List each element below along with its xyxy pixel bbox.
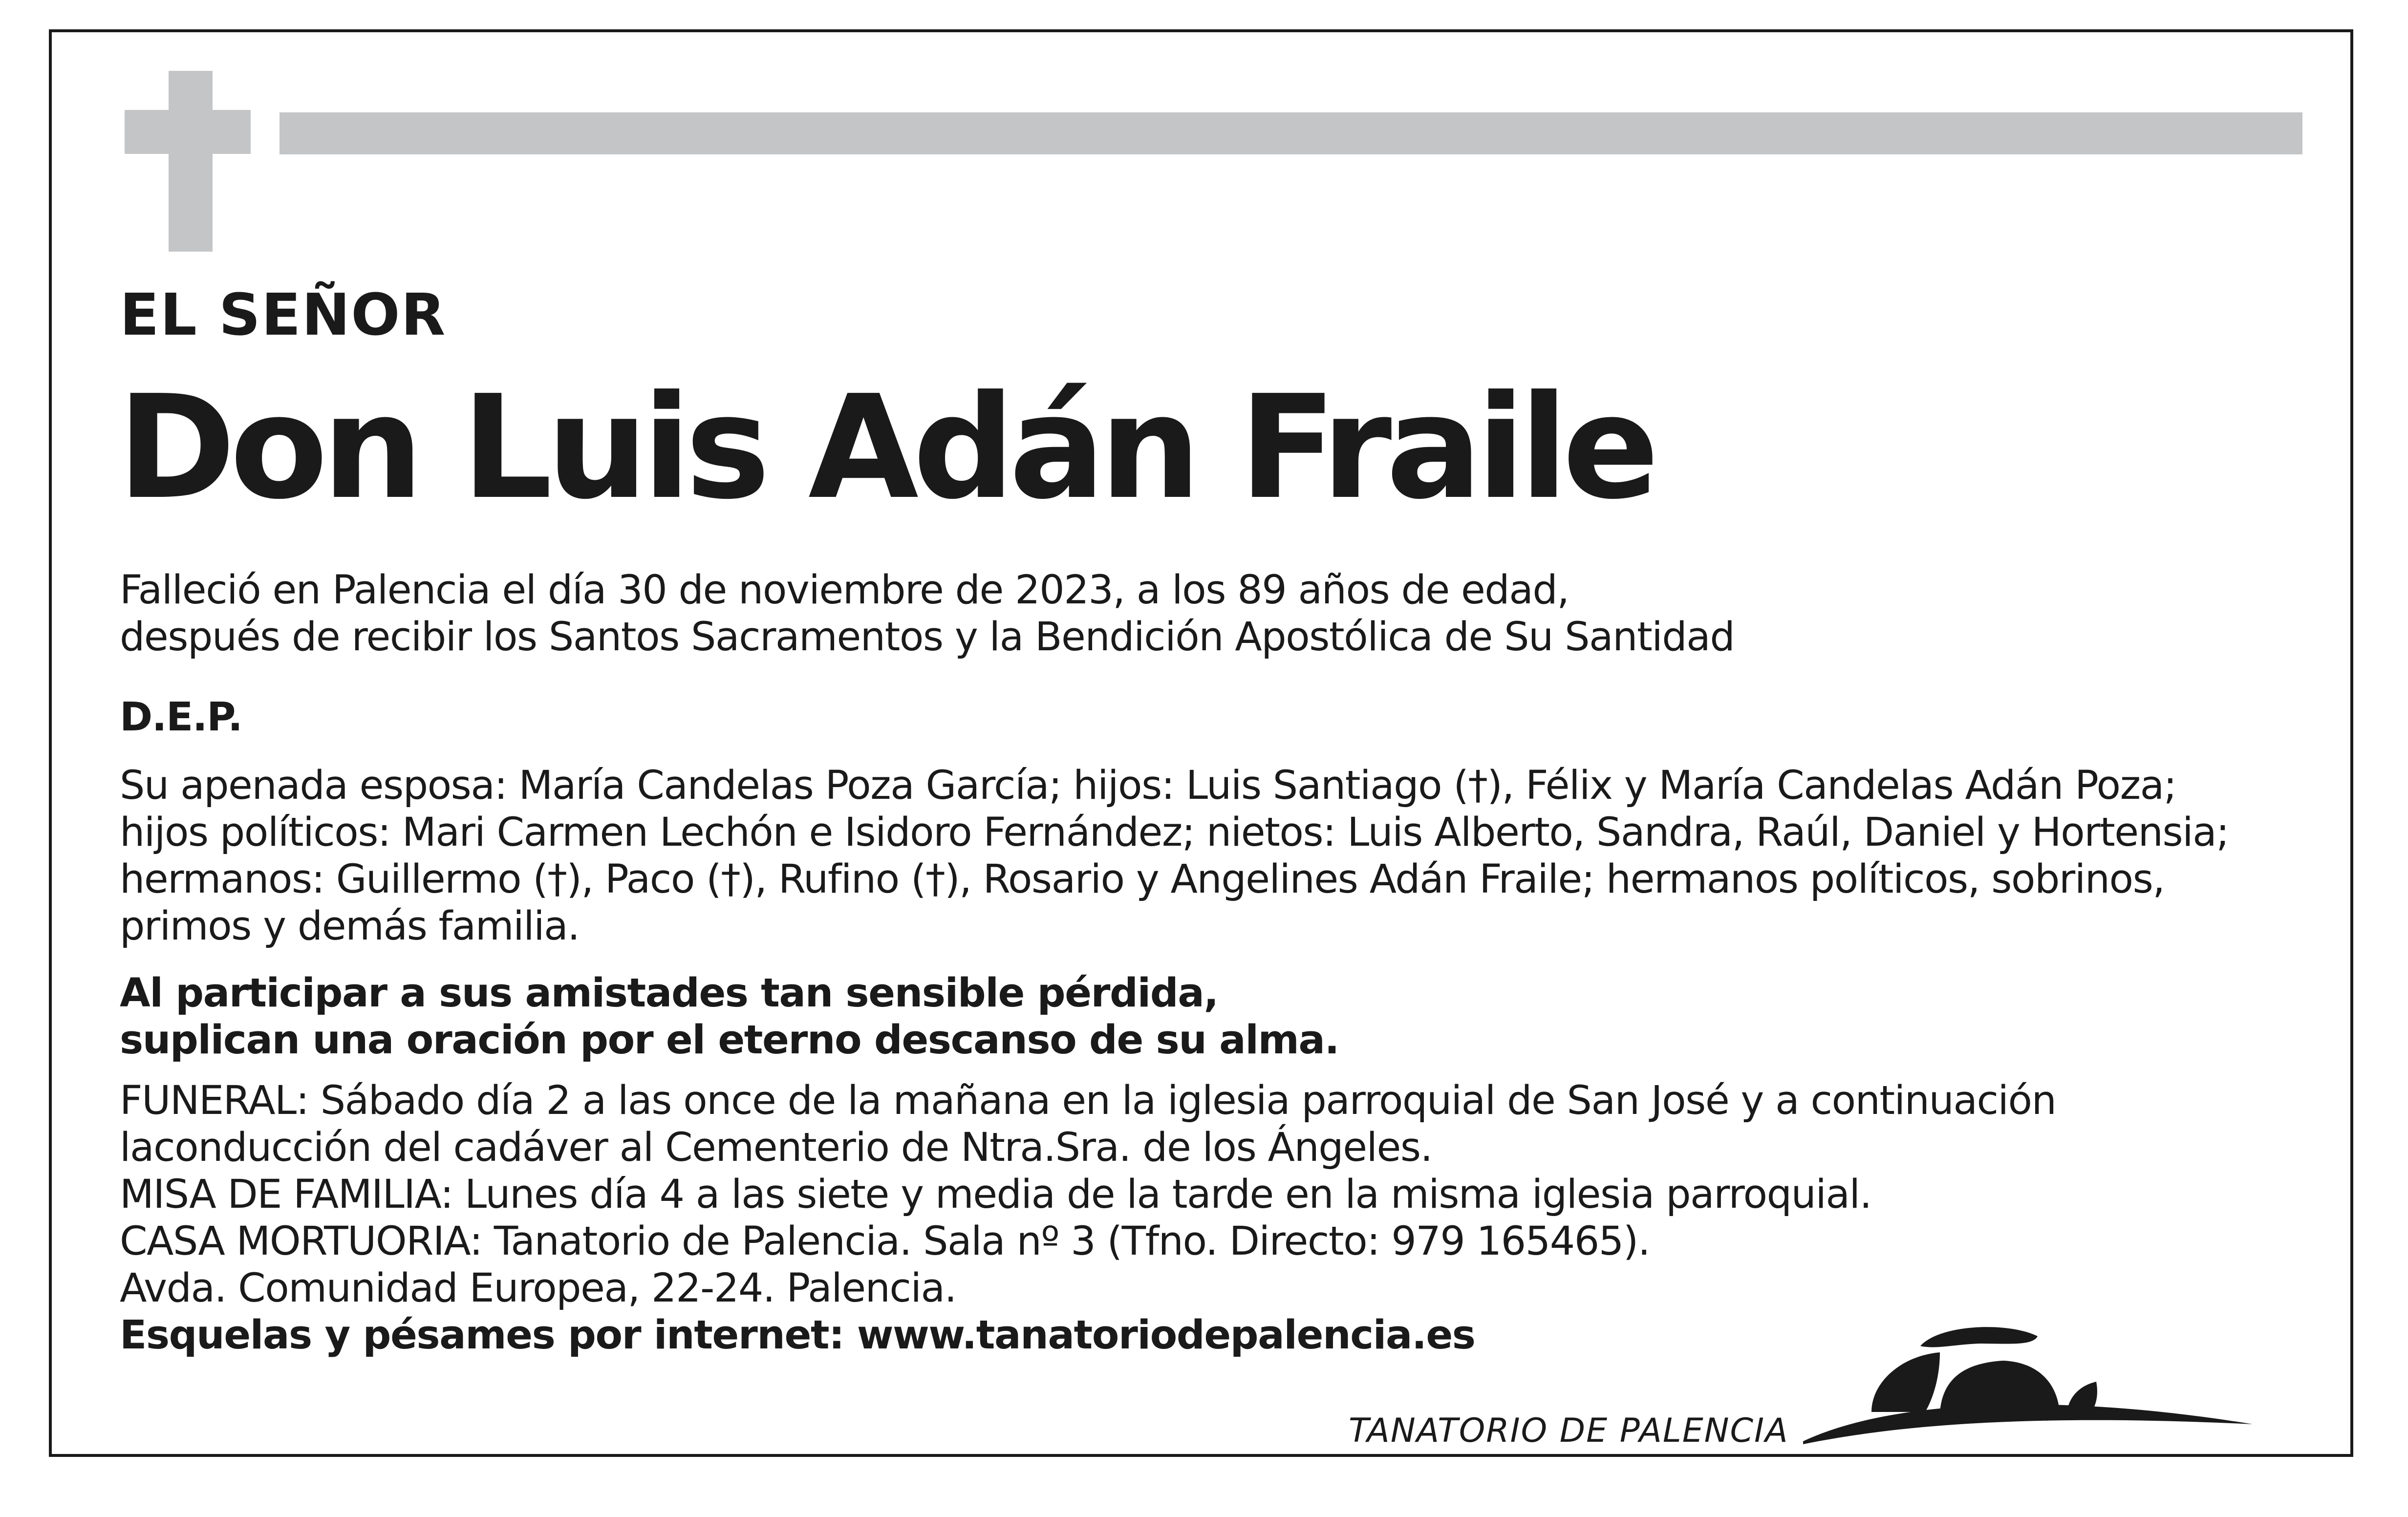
- death-notice-line: después de recibir los Santos Sacramentos y la Bendición Apostólica de Su Santidad: [120, 614, 1735, 660]
- family-line: Su apenada esposa: María Candelas Poza García; hijos: Luis Santiago (†), Félix y María Candelas Adán Poza;: [120, 763, 2176, 809]
- details-line: laconducción del cadáver al Cementerio de Ntra.Sra. de los Ángeles.: [120, 1125, 1432, 1171]
- header-rule: [280, 112, 2302, 154]
- prayer-line: suplican una oración por el eterno descanso de su alma.: [120, 1017, 1339, 1063]
- rip: D.E.P.: [120, 694, 242, 740]
- death-notice: [120, 567, 1734, 661]
- family-line: hijos políticos: Mari Carmen Lechón e Isidoro Fernández; nietos: Luis Alberto, Sandra, Raúl, Daniel y Hortensia;: [120, 810, 2229, 855]
- family-line: primos y demás familia.: [120, 903, 580, 949]
- details-line: FUNERAL: Sábado día 2 a las once de la mañana en la iglesia parroquial de San José y a continuación: [120, 1078, 2056, 1124]
- family-line: hermanos: Guillermo (†), Paco (†), Rufino (†), Rosario y Angelines Adán Fraile; hermanos políticos, sobrinos,: [120, 856, 2165, 902]
- cross-icon-arm: [125, 110, 251, 154]
- tanatorio-logo-icon: [1803, 1309, 2253, 1451]
- web-line: Esquelas y pésames por internet: www.tanatoriodepalencia.es: [120, 1312, 1475, 1358]
- prayer-line: Al participar a sus amistades tan sensible pérdida,: [120, 970, 1218, 1016]
- details-line: MISA DE FAMILIA: Lunes día 4 a las siete y media de la tarde en la misma iglesia parroquial.: [120, 1172, 1871, 1218]
- cross-icon: [169, 71, 213, 252]
- prayer-request: [120, 970, 1339, 1064]
- funeral-details: [120, 1077, 2056, 1359]
- logo-text: TANATORIO DE PALENCIA: [1349, 1411, 1789, 1450]
- family-list: [120, 762, 2229, 950]
- details-line: Avda. Comunidad Europea, 22-24. Palencia.: [120, 1265, 956, 1311]
- honorific: EL SEÑOR: [120, 281, 447, 348]
- deceased-name: Don Luis Adán Fraile: [117, 364, 1654, 531]
- death-notice-line: Falleció en Palencia el día 30 de noviembre de 2023, a los 89 años de edad,: [120, 567, 1569, 613]
- details-line: CASA MORTUORIA: Tanatorio de Palencia. Sala nº 3 (Tfno. Directo: 979 165465).: [120, 1218, 1650, 1264]
